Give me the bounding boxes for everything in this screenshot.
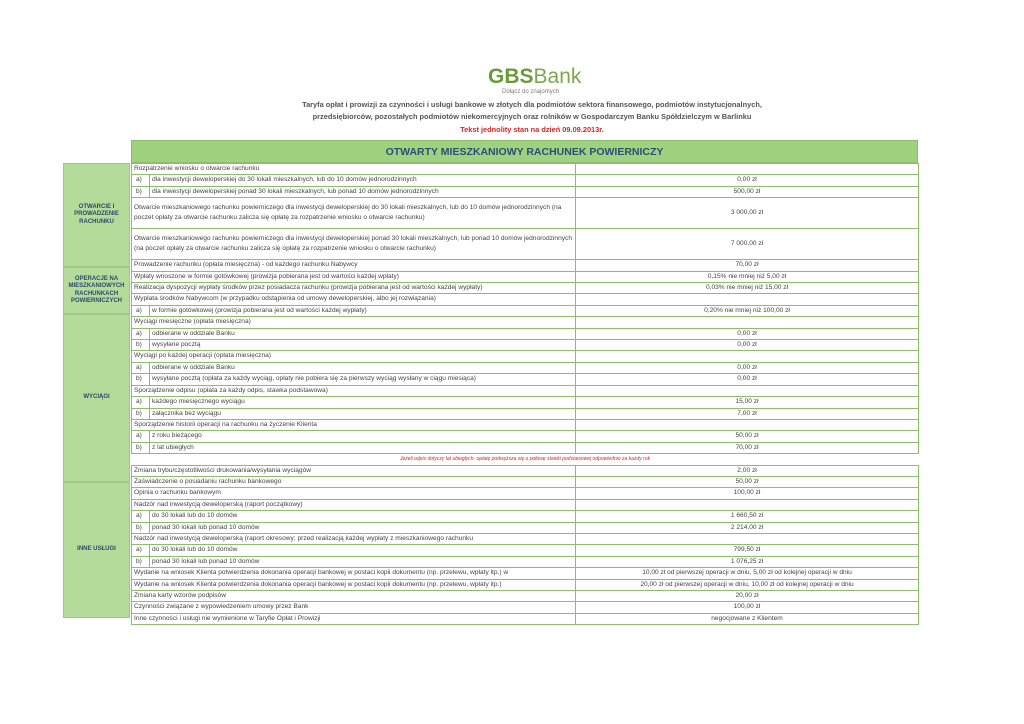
row-value: 50,00 zł <box>576 476 919 487</box>
table-row <box>132 328 919 339</box>
table-row <box>132 198 919 229</box>
table-row <box>132 591 919 602</box>
row-value: 799,50 zł <box>576 545 919 556</box>
row-label: Opinia o rachunku bankowym <box>132 488 576 499</box>
row-label: Zmiana trybu/częstotliwości drukowania/wysyłania wyciągów <box>132 465 576 476</box>
row-label: Wyciągi po każdej operacji (opłata miesięczna) <box>132 351 576 362</box>
table-row <box>132 511 919 522</box>
row-letter: b) <box>132 340 150 351</box>
header-date-line: Tekst jednolity stan na dzień 09.09.2013r. <box>460 125 604 134</box>
row-value: 100,00 zł <box>576 602 919 613</box>
row-value: 20,00 zł od pierwszej operacji w dniu, 10,00 zł od kolejnej operacji w dniu <box>576 579 919 590</box>
row-label: dla inwestycji deweloperskiej ponad 30 lokali mieszkalnych, lub ponad 10 domów jednorodzinnych <box>150 186 576 197</box>
table-row <box>132 465 919 476</box>
section-label-statements: WYCIĄGI <box>63 314 130 482</box>
table-row <box>132 374 919 385</box>
row-label: Otwarcie mieszkaniowego rachunku powierniczego dla inwestycji deweloperskiej ponad 30 lokali mieszkalnych, lub ponad 10 domów jednorodzinnych (na poczet opłaty za otwarcie rachunku zalicza się opłatę za rozpatrzenie wniosku o otwarcie rachunku) <box>132 229 576 260</box>
header-line-1: Taryfa opłat i prowizji za czynności i usługi bankowe w złotych dla podmiotów sektora finansowego, podmiotów instytucjonalnych, <box>302 100 762 109</box>
logo-gbs: GBS <box>488 65 534 88</box>
row-label: do 30 lokali lub do 10 domów <box>150 511 576 522</box>
row-label: do 30 lokali lub do 10 domów <box>150 545 576 556</box>
row-value: 0,00 zł <box>576 340 919 351</box>
table-row <box>132 385 919 396</box>
table-row <box>132 229 919 260</box>
row-value: 0,15% nie mniej niż 5,00 zł <box>576 271 919 282</box>
row-value: 2 214,00 zł <box>576 522 919 533</box>
table-row <box>132 579 919 590</box>
row-letter: a) <box>132 511 150 522</box>
table-row <box>132 613 919 624</box>
row-label: wysyłane pocztą <box>150 340 576 351</box>
table-row <box>132 260 919 271</box>
row-value: 2,00 zł <box>576 465 919 476</box>
table-row <box>132 317 919 328</box>
row-label: Zaświadczenie o posiadaniu rachunku bankowego <box>132 476 576 487</box>
row-label: Prowadzenie rachunku (opłata miesięczna) - od każdego rachunku Nabywcy <box>132 260 576 271</box>
table-row <box>132 271 919 282</box>
table-row <box>132 340 919 351</box>
table-row <box>132 294 919 305</box>
row-letter: a) <box>132 397 150 408</box>
row-letter: a) <box>132 175 150 186</box>
row-value: 7,00 zł <box>576 408 919 419</box>
row-value: 0,00 zł <box>576 328 919 339</box>
row-letter: b) <box>132 442 150 453</box>
table-row <box>132 499 919 510</box>
row-label: każdego miesięcznego wyciągu <box>150 397 576 408</box>
table-row <box>132 351 919 362</box>
row-label: dla inwestycji deweloperskiej do 30 lokali mieszkalnych, lub do 10 domów jednorodzinnych <box>150 175 576 186</box>
row-letter: b) <box>132 556 150 567</box>
table-row <box>132 408 919 419</box>
table-row <box>132 186 919 197</box>
row-value: 0,03% nie mniej niż 15,00 zł <box>576 283 919 294</box>
row-label: załącznika bez wyciągu <box>150 408 576 419</box>
table-row <box>132 442 919 453</box>
row-label: odbierane w oddziale Banku <box>150 328 576 339</box>
row-letter: a) <box>132 545 150 556</box>
table-row <box>132 522 919 533</box>
logo-tagline: Dołącz do znajomych <box>502 89 560 95</box>
table-row <box>132 545 919 556</box>
row-label: w formie gotówkowej (prowizja pobierana jest od wartości każdej wypłaty) <box>150 305 576 316</box>
row-letter: b) <box>132 408 150 419</box>
row-value: 0,00 zł <box>576 374 919 385</box>
row-value: 1 660,50 zł <box>576 511 919 522</box>
row-label: Wyciągi miesięczne (opłata miesięczna) <box>132 317 576 328</box>
row-value: 10,00 zł od pierwszej operacji w dniu, 5,00 zł od kolejnej operacji w dniu <box>576 568 919 579</box>
row-label: Nadzór nad inwestycją deweloperską (raport początkowy) <box>132 499 576 510</box>
row-value: 500,00 zł <box>576 186 919 197</box>
table-row <box>132 556 919 567</box>
row-label: Sporządzenie odpisu (opłata za każdy odpis, stawka podstawowa) <box>132 385 576 396</box>
row-value: 0,00 zł <box>576 362 919 373</box>
table-row <box>132 602 919 613</box>
row-value: 50,00 zł <box>576 431 919 442</box>
table-row <box>132 175 919 186</box>
table-row <box>132 283 919 294</box>
row-value: 15,00 zł <box>576 397 919 408</box>
row-letter: a) <box>132 431 150 442</box>
row-label: Rozpatrzenie wniosku o otwarcie rachunku <box>132 164 576 175</box>
table-row <box>132 488 919 499</box>
row-letter: a) <box>132 362 150 373</box>
row-label: z lat ubiegłych <box>150 442 576 453</box>
row-label: Realizacja dyspozycji wypłaty środków przez posiadacza rachunku (prowizja pobierana jest od wartości każdej wypłaty) <box>132 283 576 294</box>
row-value: 0,20% nie mniej niż 100,00 zł <box>576 305 919 316</box>
row-label: Wydanie na wniosek Klienta potwierdzenia dokonania operacji bankowej w postaci kopii dokumentu (np. przelewu, wpłaty itp.) w <box>132 568 576 579</box>
row-value: 100,00 zł <box>576 488 919 499</box>
row-value: 70,00 zł <box>576 442 919 453</box>
row-label: Inne czynności i usługi nie wymienione w Taryfie Opłat i Prowizji <box>132 613 576 624</box>
logo-bank: Bank <box>533 65 582 88</box>
row-value: 7 000,00 zł <box>576 229 919 260</box>
row-label: Otwarcie mieszkaniowego rachunku powierniczego dla inwestycji deweloperskiej do 30 lokali mieszkalnych, lub do 10 domów jednorodzinnych (na poczet opłaty za otwarcie rachunku zalicza się opłatę za rozpatrzenie wniosku o otwarcie rachunku) <box>132 198 576 229</box>
section-label-opening: OTWARCIE I PROWADZENIE RACHUNKU <box>63 163 130 267</box>
row-letter: b) <box>132 186 150 197</box>
row-value: 70,00 zł <box>576 260 919 271</box>
row-letter: b) <box>132 374 150 385</box>
section-label-operations: OPERACJE NA MIESZKANIOWYCH RACHUNKACH POWIERNICZYCH <box>63 267 130 314</box>
table-row <box>132 164 919 175</box>
row-letter: b) <box>132 522 150 533</box>
table-row <box>132 431 919 442</box>
row-value: 20,00 zł <box>576 591 919 602</box>
row-label: Wypłata środków Nabywcom (w przypadku odstąpienia od umowy deweloperskiej, albo jej rozwiązania) <box>132 294 576 305</box>
row-label: Czynności związane z wypowiedzeniem umowy przez Bank <box>132 602 576 613</box>
row-letter: a) <box>132 328 150 339</box>
table-row <box>132 454 919 465</box>
row-label: Wydanie na wniosek Klienta potwierdzenia dokonania operacji bankowej w postaci kopii dokumentu (np. przelewu, wpłaty itp.) <box>132 579 576 590</box>
row-value: negocjowane z Klientem <box>576 613 919 624</box>
row-label: z roku bieżącego <box>150 431 576 442</box>
table-row <box>132 362 919 373</box>
table-row <box>132 476 919 487</box>
table-row <box>132 568 919 579</box>
header-line-2: przedsiębiorców, pozostałych podmiotów niekomercyjnych oraz rolników w Gospodarczym Banku Spółdzielczym w Barlinku <box>312 112 752 121</box>
row-label: Sporządzenie historii operacji na rachunku na życzenie Klienta <box>132 419 576 430</box>
row-label: odbierane w oddziale Banku <box>150 362 576 373</box>
row-label: Nadzór nad inwestycją deweloperską (raport okresowy; przed realizacją każdej wypłaty z mieszkaniowego rachunku <box>132 533 576 544</box>
table-row <box>132 397 919 408</box>
section-label-other-services: INNE USŁUGI <box>63 482 130 618</box>
table-title: OTWARTY MIESZKANIOWY RACHUNEK POWIERNICZY <box>131 140 918 163</box>
note-previous-years: Jeżeli odpis dotyczy lat ubiegłych- opłatę podwyższa się o połowę stawki podstawowej odpowiednio za każdy rok <box>132 454 919 465</box>
row-value: 0,00 zł <box>576 175 919 186</box>
row-letter: a) <box>132 305 150 316</box>
row-label: wysyłane pocztą (opłata za każdy wyciąg, opłaty nie pobiera się za pierwszy wyciąg wysłany w ciągu miesiąca) <box>150 374 576 385</box>
row-label: ponad 30 lokali lub ponad 10 domów <box>150 522 576 533</box>
row-label: Zmiana karty wzorów podpisów <box>132 591 576 602</box>
row-value: 1 076,25 zł <box>576 556 919 567</box>
table-row <box>132 305 919 316</box>
fee-table <box>131 163 919 625</box>
table-row <box>132 419 919 430</box>
row-label: ponad 30 lokali lub ponad 10 domów <box>150 556 576 567</box>
row-value: 3 000,00 zł <box>576 198 919 229</box>
row-label: Wpłaty wnoszone w formie gotówkowej (prowizja pobierana jest od wartości każdej wpłaty) <box>132 271 576 282</box>
bank-logo <box>488 65 582 96</box>
table-row <box>132 533 919 544</box>
